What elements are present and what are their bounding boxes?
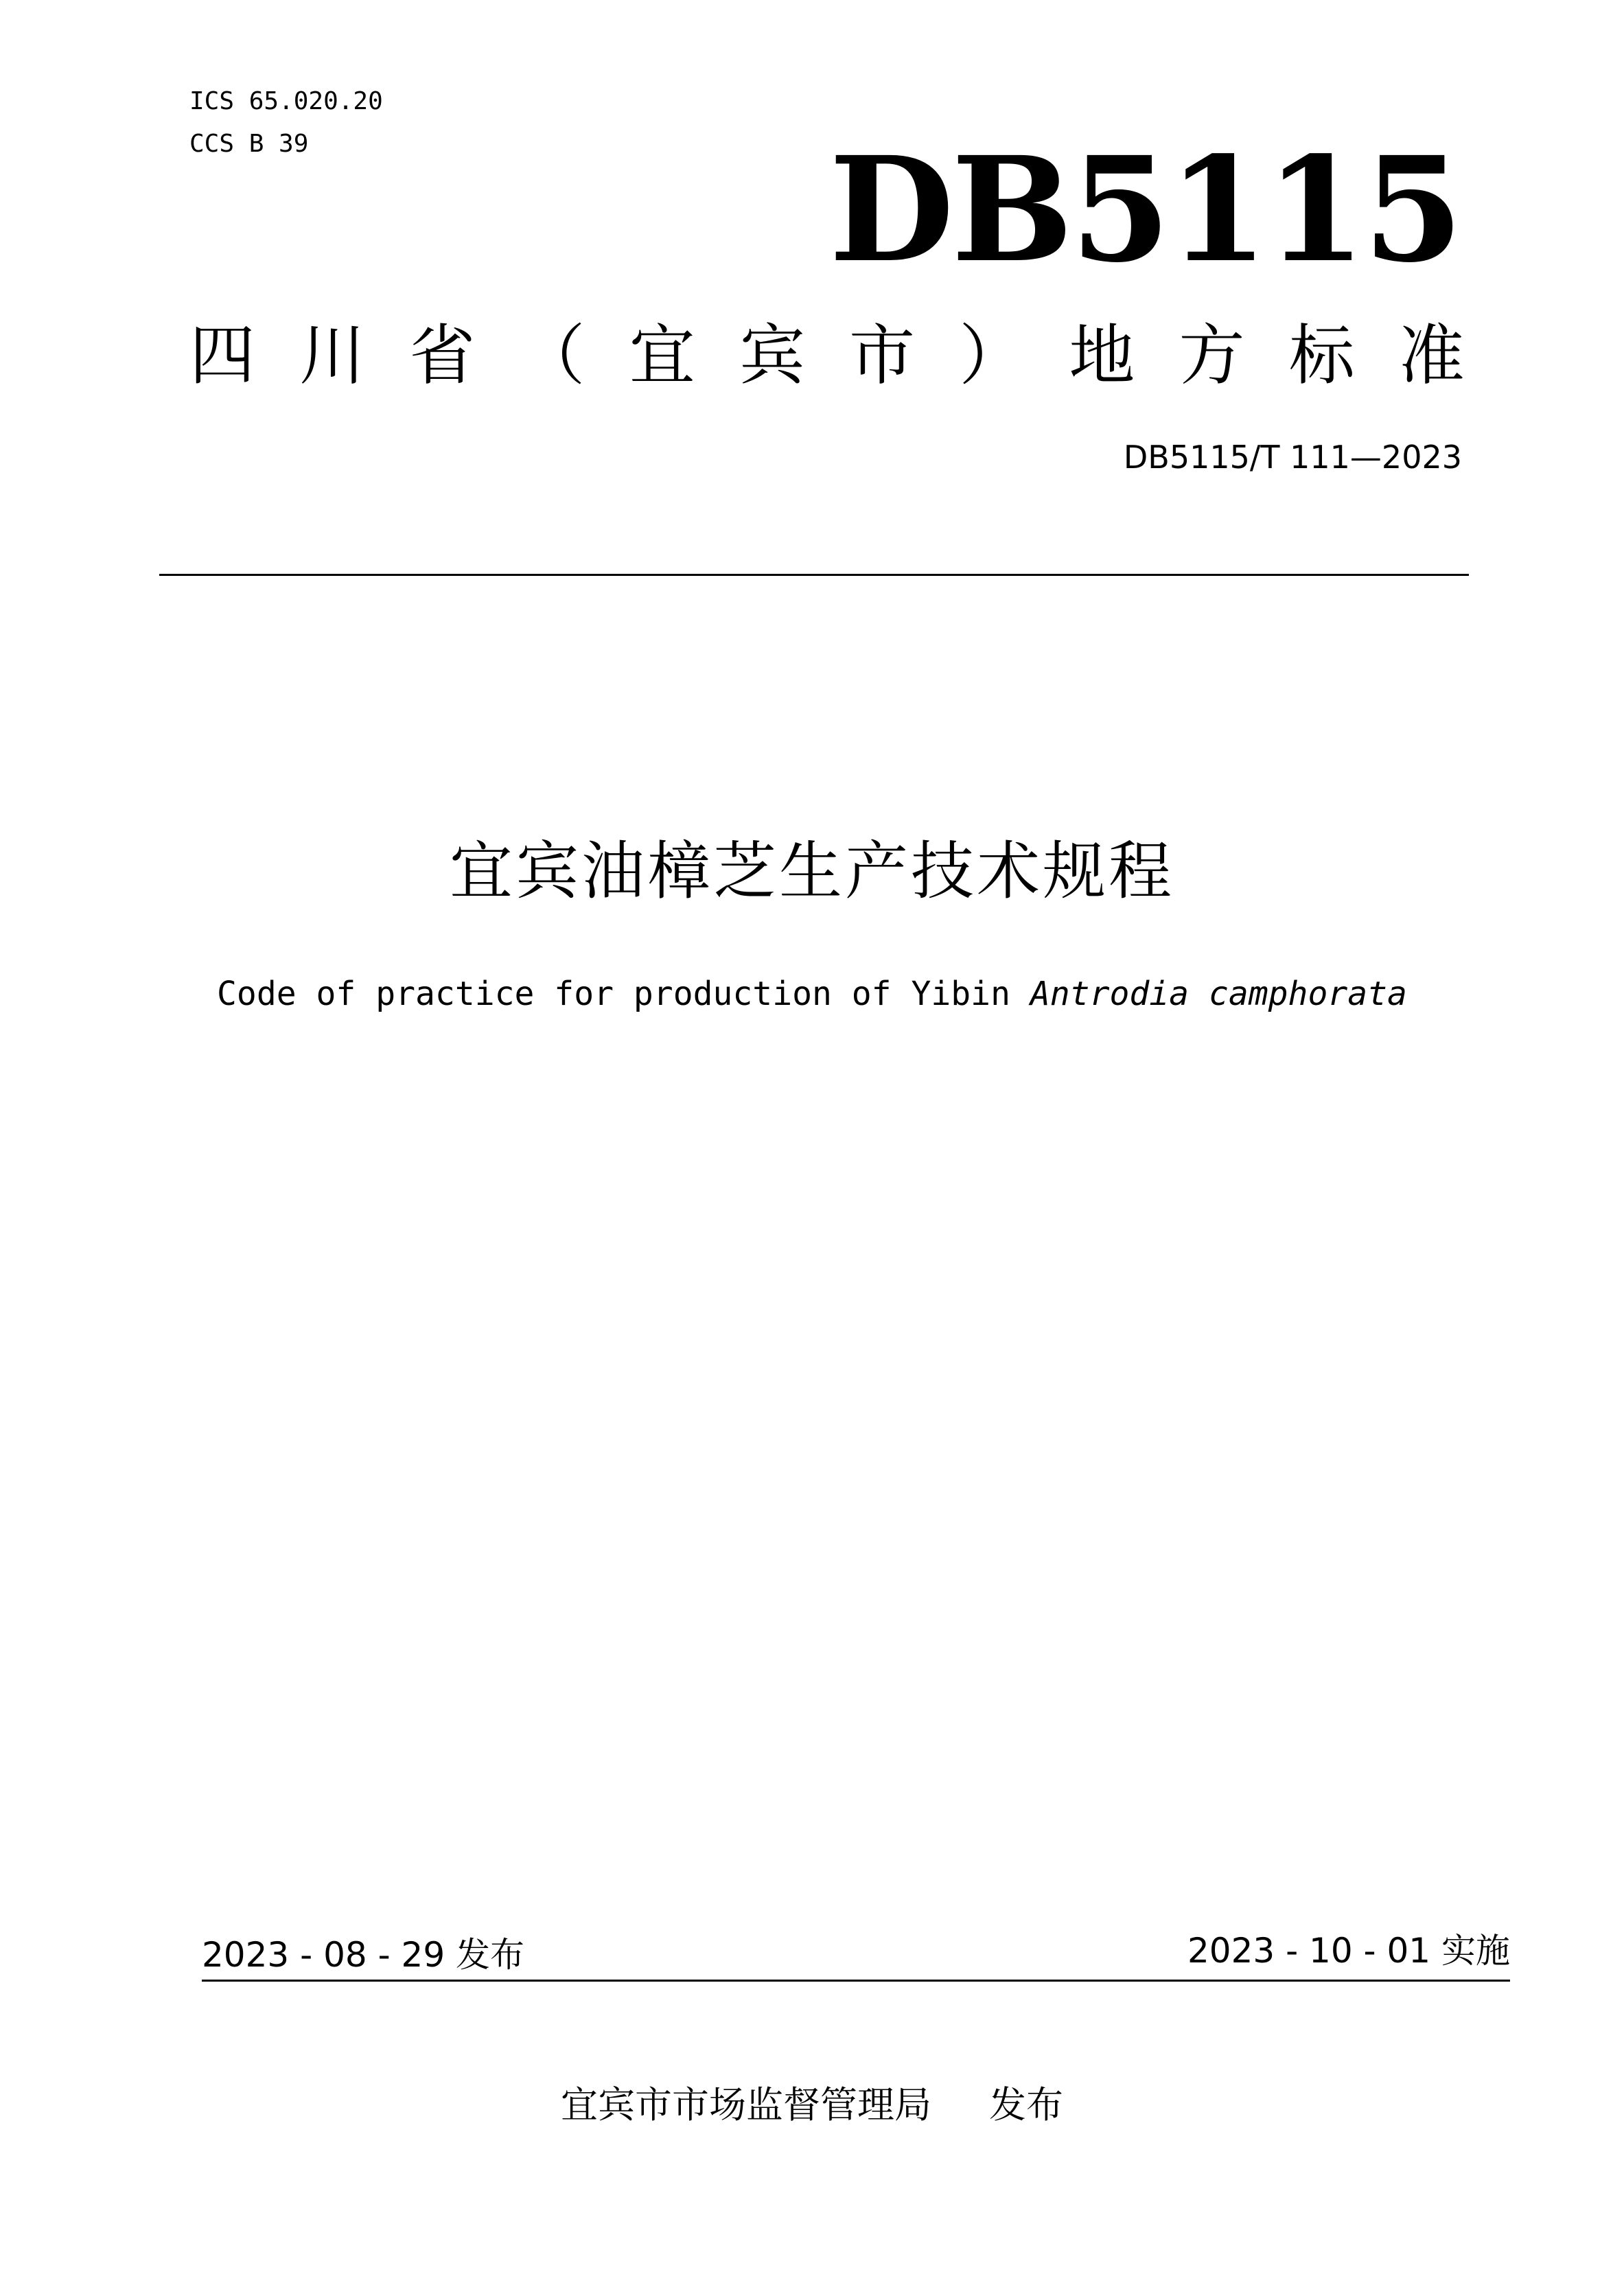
standard-type-char: 标 <box>1288 317 1355 394</box>
standard-type-heading <box>189 314 1465 397</box>
standard-logo: DB5115 <box>828 125 1461 294</box>
standard-type-char: 宜 <box>629 317 695 394</box>
standard-type-char: 宾 <box>739 317 805 394</box>
standard-number: DB5115/T 111—2023 <box>1123 439 1462 476</box>
issue-date: 2023 - 08 - 29 发布 <box>202 1935 525 1975</box>
standard-type-char: ） <box>959 317 1025 394</box>
publisher-name: 宜宾市市场监督管理局 <box>561 2083 931 2126</box>
standard-type-char: 准 <box>1398 317 1465 394</box>
standard-type-char: 川 <box>299 317 366 394</box>
ics-code: ICS 65.020.20 <box>189 87 383 115</box>
standard-type-char: 地 <box>1069 317 1135 394</box>
document-title-en <box>0 973 1624 1014</box>
standard-type-char: 市 <box>849 317 916 394</box>
document-title-cn: 宜宾油樟芝生产技术规程 <box>449 835 1174 908</box>
implementation-date: 2023 - 10 - 01 实施 <box>1187 1931 1510 1971</box>
title-en-prefix: Code of practice for production of Yibin <box>217 975 1030 1013</box>
header-divider <box>159 574 1469 576</box>
publisher-line <box>0 2081 1624 2129</box>
standard-type-char: 方 <box>1179 317 1245 394</box>
title-en-species: Antrodia camphorata <box>1030 975 1407 1013</box>
standard-type-char: 四 <box>189 317 255 394</box>
standard-type-char: （ <box>519 317 585 394</box>
publisher-action: 发布 <box>989 2083 1063 2126</box>
standard-type-char: 省 <box>409 317 476 394</box>
ccs-code: CCS B 39 <box>189 130 309 158</box>
date-divider <box>202 1980 1510 1982</box>
